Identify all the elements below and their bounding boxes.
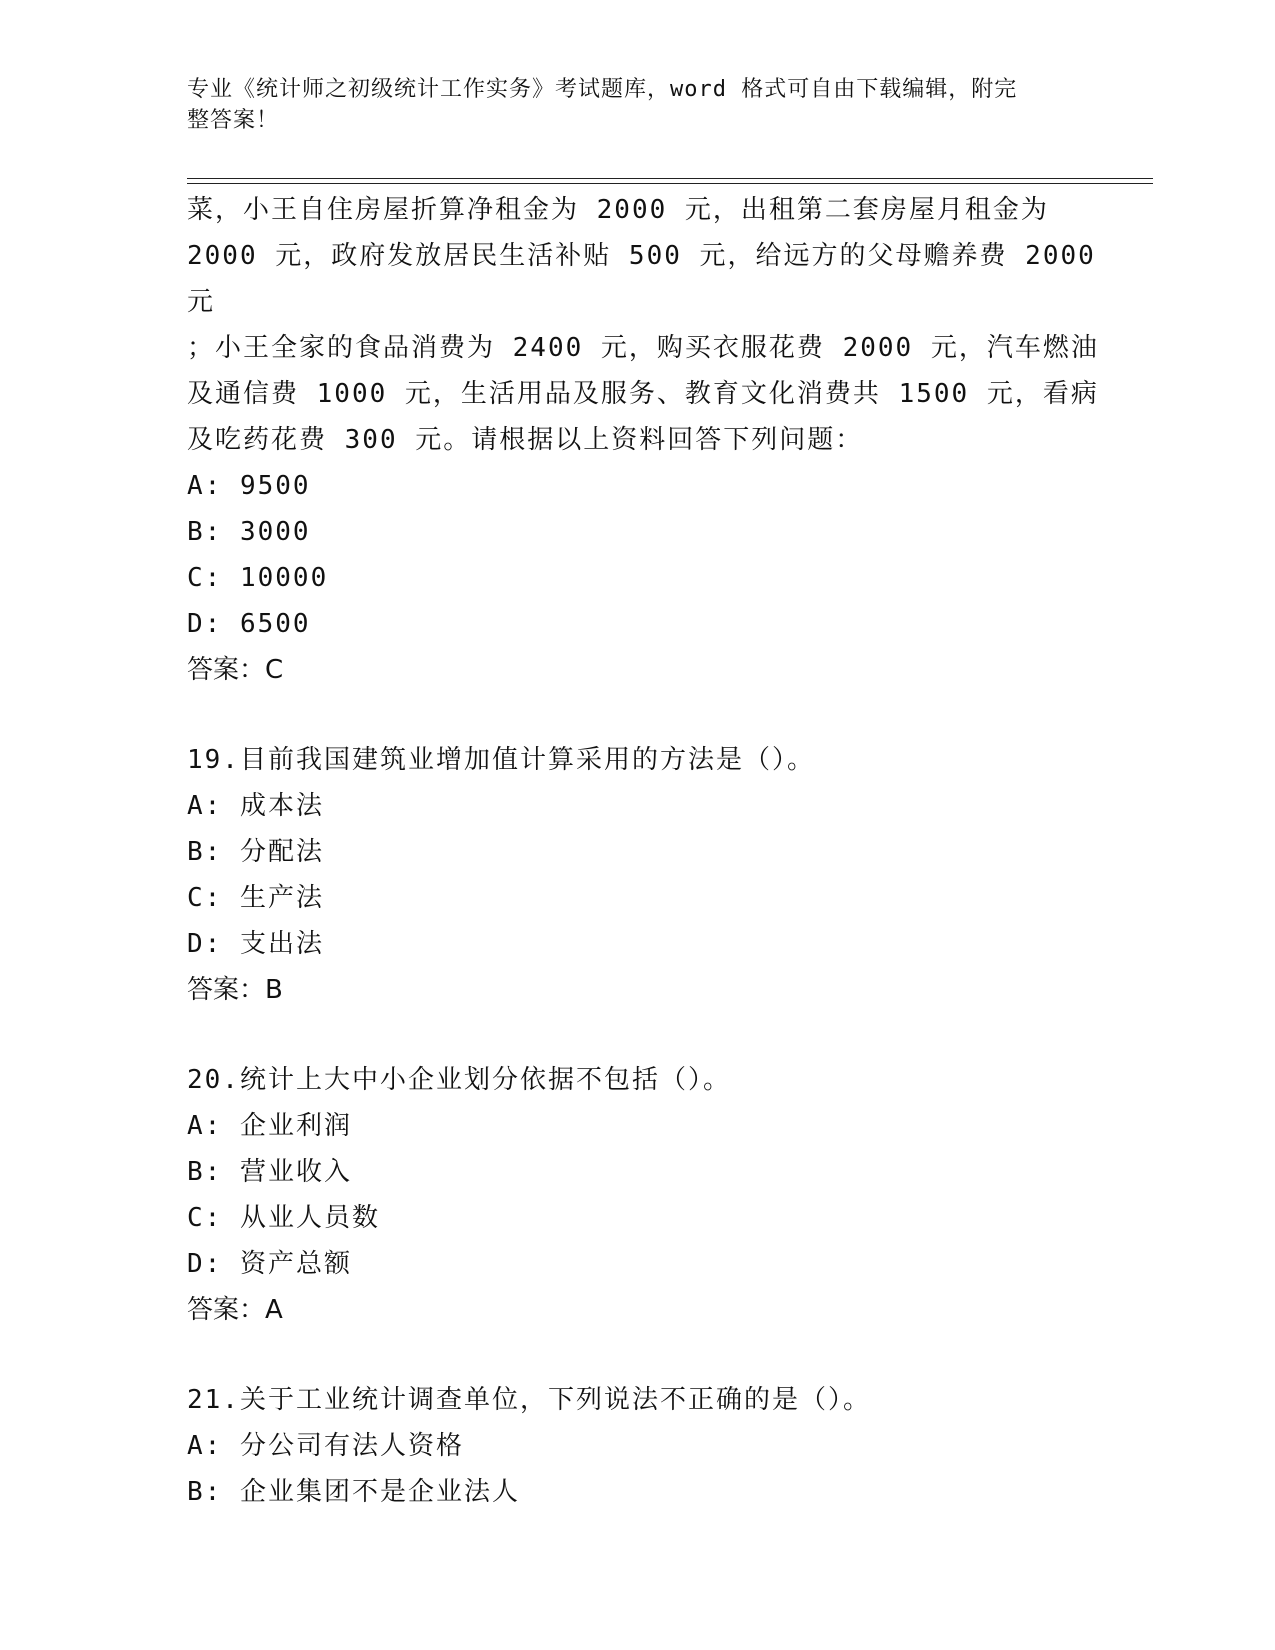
- question-text-line: 及吃药花费 300 元。请根据以上资料回答下列问题：: [187, 425, 864, 455]
- option-d: D: 支出法: [187, 929, 324, 959]
- question-title: 21.关于工业统计调查单位，下列说法不正确的是（）。: [187, 1385, 871, 1415]
- question-21: [187, 1377, 1127, 1515]
- page-header: [187, 74, 1067, 136]
- document-body: [187, 187, 1127, 1515]
- option-c: C: 10000: [187, 563, 329, 593]
- option-d: D: 6500: [187, 609, 311, 639]
- answer-line: 答案：C: [187, 655, 284, 685]
- header-line-2: 整答案！: [187, 108, 280, 133]
- option-b: B: 3000: [187, 517, 311, 547]
- header-rule-bottom: [187, 183, 1153, 184]
- header-line-1: 专业《统计师之初级统计工作实务》考试题库，word 格式可自由下载编辑，附完: [187, 77, 1018, 102]
- option-d: D: 资产总额: [187, 1249, 352, 1279]
- spacer: [187, 1333, 1127, 1377]
- option-c: C: 从业人员数: [187, 1203, 380, 1233]
- option-b: B: 企业集团不是企业法人: [187, 1477, 520, 1507]
- question-18: [187, 187, 1127, 693]
- option-a: A: 成本法: [187, 791, 324, 821]
- question-title: 20.统计上大中小企业划分依据不包括（）。: [187, 1065, 731, 1095]
- question-20: [187, 1057, 1127, 1333]
- option-b: B: 营业收入: [187, 1157, 352, 1187]
- option-b: B: 分配法: [187, 837, 324, 867]
- question-text-line: 及通信费 1000 元，生活用品及服务、教育文化消费共 1500 元，看病: [187, 379, 1099, 409]
- option-a: A: 9500: [187, 471, 311, 501]
- spacer: [187, 1013, 1127, 1057]
- question-title: 19.目前我国建筑业增加值计算采用的方法是（）。: [187, 745, 815, 775]
- option-c: C: 生产法: [187, 883, 324, 913]
- spacer: [187, 693, 1127, 737]
- question-19: [187, 737, 1127, 1013]
- option-a: A: 企业利润: [187, 1111, 352, 1141]
- option-a: A: 分公司有法人资格: [187, 1431, 464, 1461]
- question-text-line: 2000 元，政府发放居民生活补贴 500 元，给远方的父母赡养费 2000 元: [187, 241, 1096, 317]
- header-rule-top: [187, 178, 1153, 179]
- answer-line: 答案：B: [187, 975, 283, 1005]
- answer-line: 答案：A: [187, 1295, 283, 1325]
- question-text-line: 菜，小王自住房屋折算净租金为 2000 元，出租第二套房屋月租金为: [187, 195, 1049, 225]
- question-text-line: ；小王全家的食品消费为 2400 元，购买衣服花费 2000 元，汽车燃油: [187, 333, 1099, 363]
